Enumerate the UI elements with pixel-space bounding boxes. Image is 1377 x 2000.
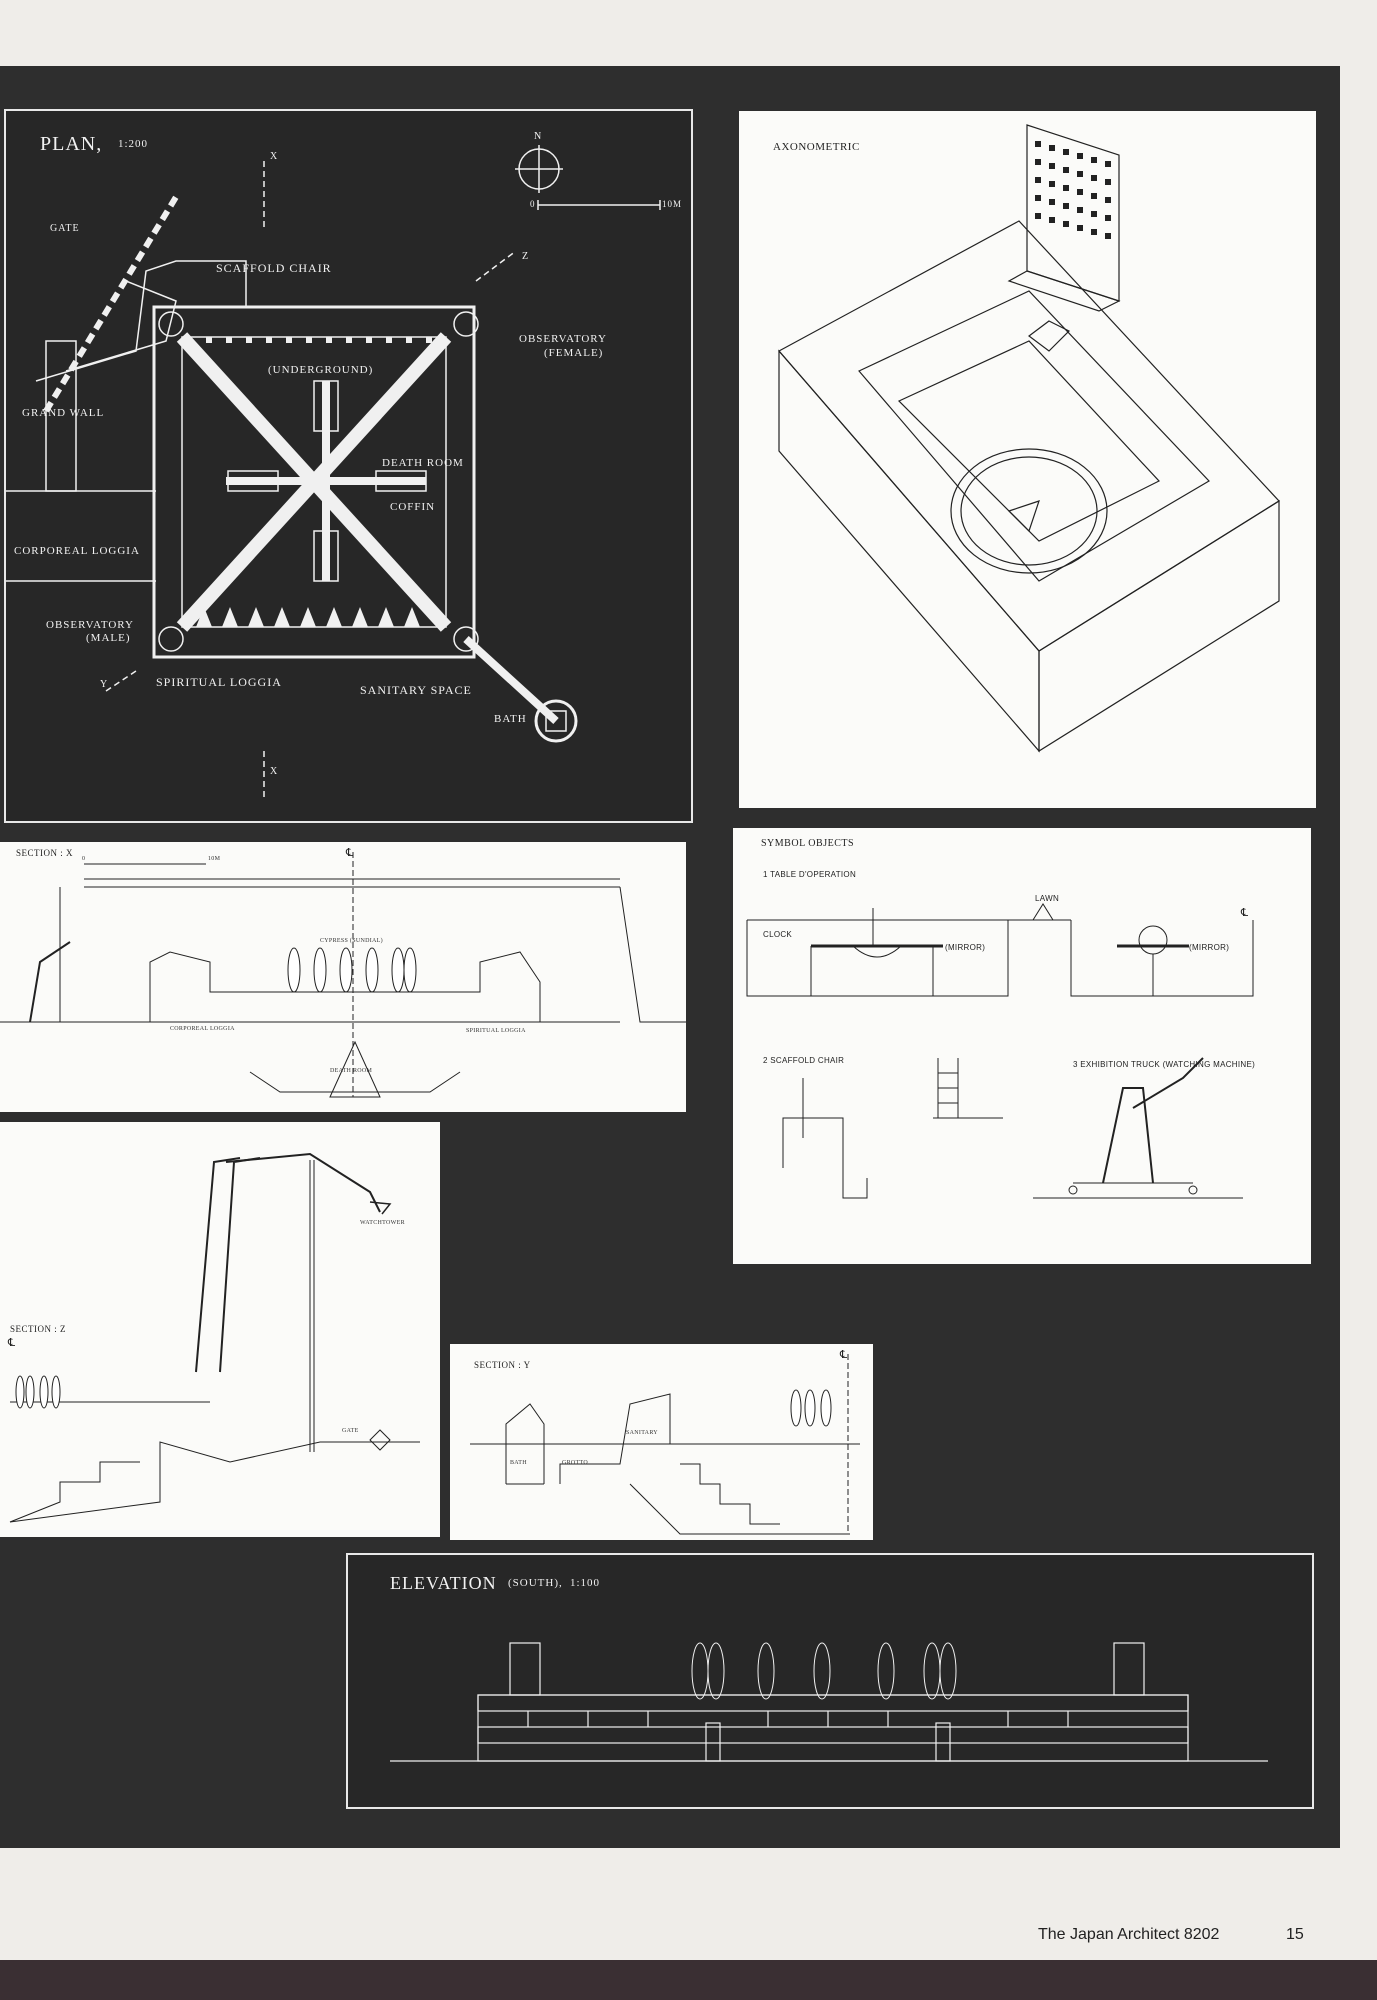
symbol-mirror-left: (MIRROR): [945, 943, 986, 952]
section-y-bath: BATH: [510, 1460, 527, 1466]
scale-start: 0: [530, 199, 536, 209]
elevation-scale: 1:100: [570, 1577, 601, 1589]
symbol-item-2: 2 SCAFFOLD CHAIR: [763, 1056, 845, 1065]
symbol-objects-linework: [733, 828, 1311, 1264]
scale-end: 10M: [662, 199, 683, 209]
label-underground: (UNDERGROUND): [268, 364, 374, 376]
plan-drawing: [4, 109, 693, 823]
label-spiritual-loggia: SPIRITUAL LOGGIA: [156, 675, 282, 689]
label-scaffold-chair: SCAFFOLD CHAIR: [216, 261, 332, 275]
section-y-marker: Y: [100, 679, 109, 690]
section-y-centerline: ℄: [840, 1349, 848, 1361]
label-observatory-male-sub: (MALE): [86, 632, 131, 644]
section-y-grotto: GROTTO: [562, 1460, 589, 1466]
section-x-label-spiritual-loggia: SPIRITUAL LOGGIA: [466, 1028, 526, 1034]
symbol-lawn: LAWN: [1035, 894, 1060, 903]
label-coffin: COFFIN: [390, 501, 436, 513]
section-x-label-cypress: CYPRESS (SUNDIAL): [320, 938, 383, 944]
section-z-watchtower: WATCHTOWER: [360, 1220, 405, 1226]
axonometric-drawing: [739, 111, 1316, 808]
section-y-sanitary: SANITARY: [626, 1430, 658, 1436]
section-y-title: SECTION : Y: [474, 1360, 531, 1370]
section-x-marker-bottom: X: [270, 766, 279, 777]
section-x-centerline: ℄: [346, 847, 354, 859]
section-x-label-corporeal-loggia: CORPOREAL LOGGIA: [170, 1026, 235, 1032]
axonometric-title: AXONOMETRIC: [773, 141, 860, 153]
label-bath: BATH: [494, 713, 527, 725]
plan-title: PLAN,: [40, 133, 103, 155]
footer-publication: The Japan Architect 8202: [1038, 1926, 1220, 1943]
section-x-scale-end: 10M: [208, 856, 221, 862]
section-z-gate: GATE: [342, 1428, 359, 1434]
symbol-objects-drawing: [733, 828, 1311, 1264]
elevation-subtitle: (SOUTH),: [508, 1577, 563, 1589]
label-observatory-female-sub: (FEMALE): [544, 347, 604, 359]
label-death-room: DEATH ROOM: [382, 457, 464, 469]
label-grand-wall: GRAND WALL: [22, 407, 105, 419]
section-x-label-death-room: DEATH ROOM: [330, 1068, 373, 1074]
symbol-clock: CLOCK: [763, 930, 793, 939]
label-corporeal-loggia: CORPOREAL LOGGIA: [14, 545, 140, 557]
label-gate: GATE: [50, 223, 80, 234]
section-z-centerline: ℄: [8, 1337, 16, 1349]
label-observatory-female: OBSERVATORY: [519, 333, 607, 345]
label-sanitary-space: SANITARY SPACE: [360, 683, 472, 697]
elevation-drawing: [346, 1553, 1314, 1809]
section-x-drawing: [0, 842, 686, 1112]
footer-page-number: 15: [1286, 1926, 1304, 1943]
plan-linework: [6, 111, 691, 821]
section-x-scale-start: 0: [82, 856, 86, 862]
section-z-linework: [0, 1122, 440, 1537]
label-observatory-male: OBSERVATORY: [46, 619, 134, 631]
elevation-title: ELEVATION: [390, 1573, 497, 1593]
section-x-title: SECTION : X: [16, 848, 73, 858]
section-x-marker-top: X: [270, 151, 279, 162]
symbol-mirror-right: (MIRROR): [1189, 943, 1230, 952]
symbol-objects-title: SYMBOL OBJECTS: [761, 838, 855, 849]
section-z-marker: Z: [522, 251, 530, 262]
north-label: N: [534, 131, 543, 142]
symbol-item-1: 1 TABLE D'OPERATION: [763, 870, 857, 879]
section-y-linework: [450, 1344, 873, 1540]
plan-scale: 1:200: [118, 138, 149, 150]
section-y-drawing: [450, 1344, 873, 1540]
section-z-drawing: [0, 1122, 440, 1537]
section-z-title: SECTION : Z: [10, 1324, 66, 1334]
symbol-centerline: ℄: [1241, 907, 1249, 919]
symbol-item-3: 3 EXHIBITION TRUCK (WATCHING MACHINE): [1073, 1060, 1256, 1069]
axonometric-linework: [739, 111, 1316, 808]
page-edge: [0, 1960, 1377, 2000]
